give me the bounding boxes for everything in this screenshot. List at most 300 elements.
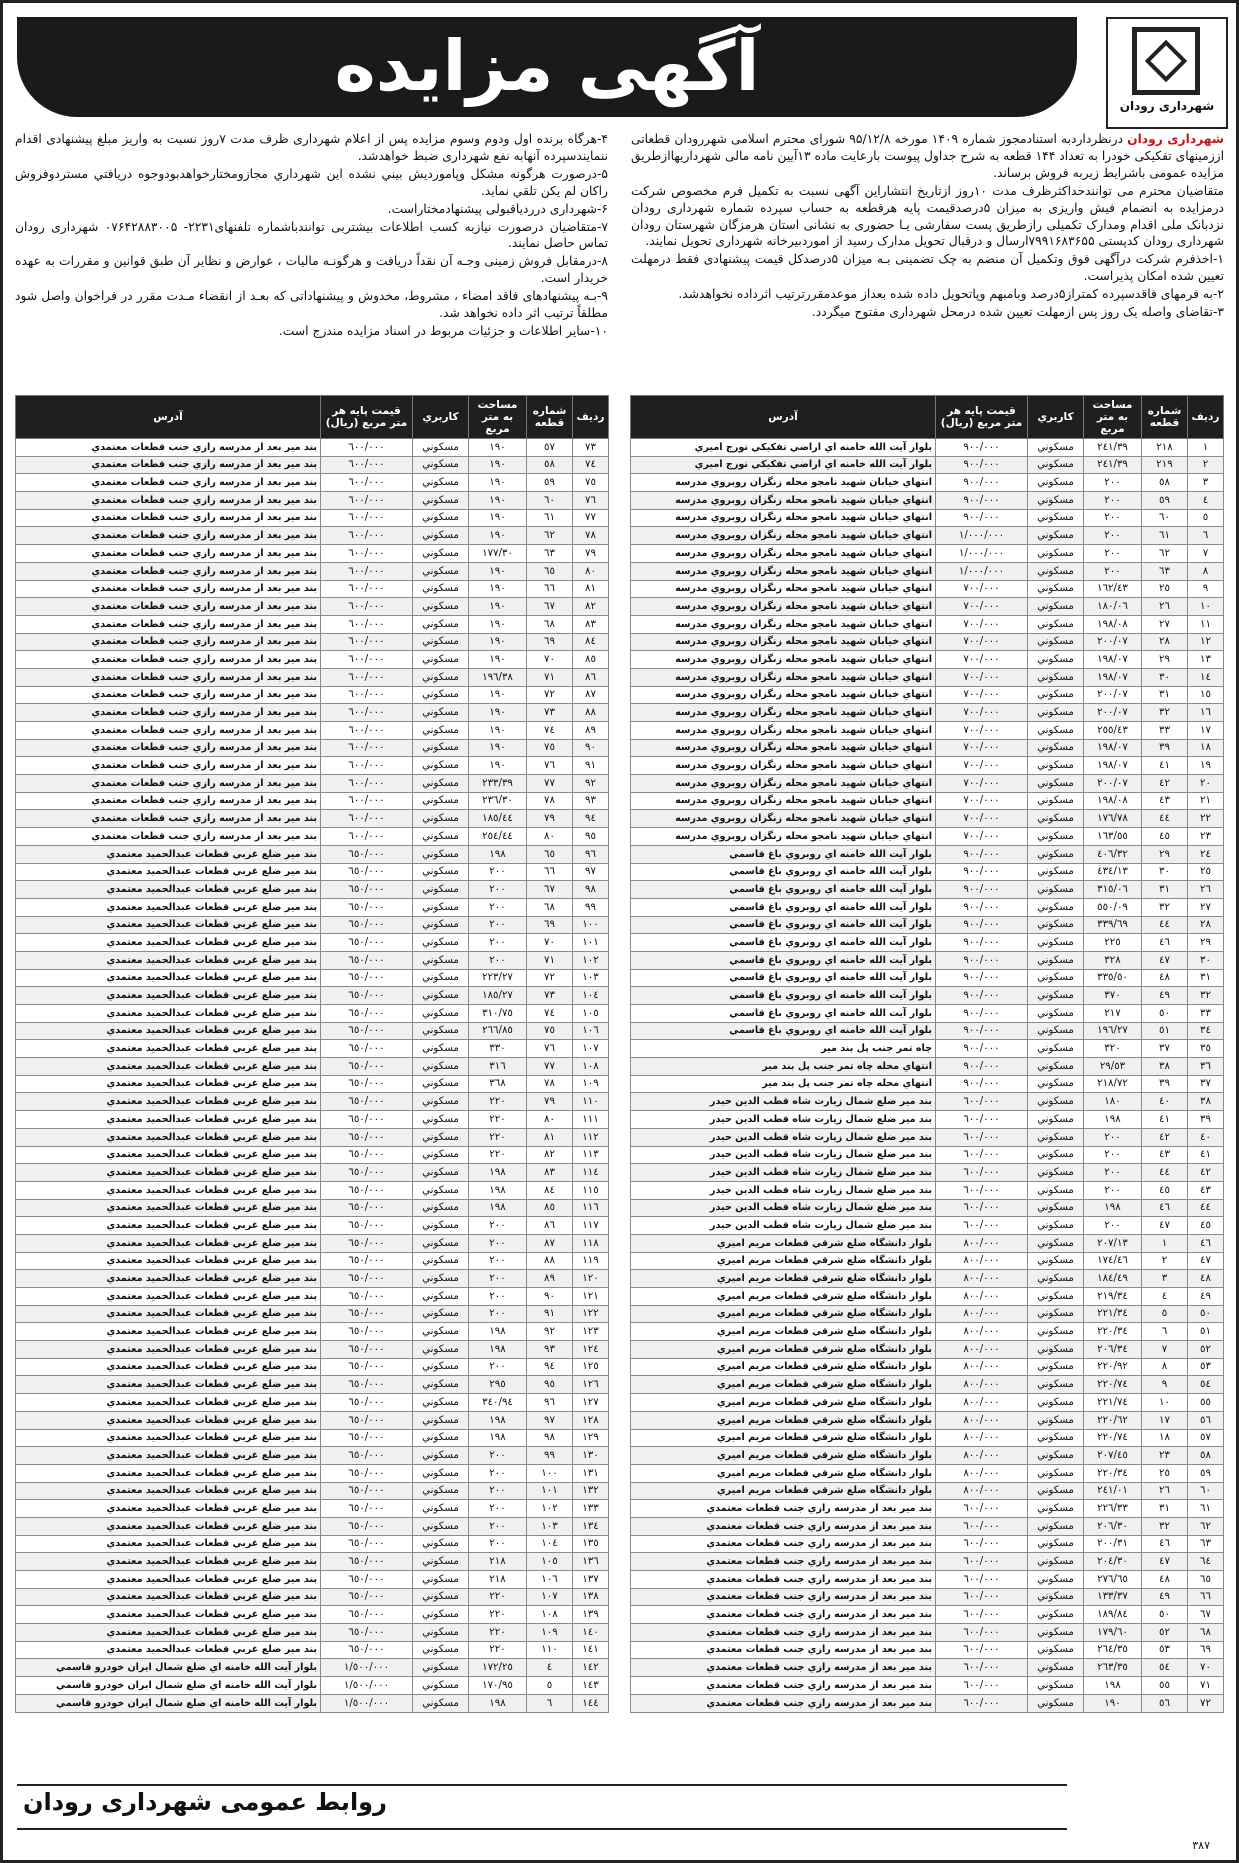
row-cell: ٧٧ [573, 509, 609, 527]
col-address: آدرس [631, 396, 936, 439]
row-cell: ١٢٨ [573, 1411, 609, 1429]
price-cell: ٩٠٠/٠٠٠ [936, 456, 1028, 474]
address-cell: بلوار آيت الله خامنه اي روبروي باغ قاسمي [631, 987, 936, 1005]
area-cell: ٢٠٠ [469, 1270, 527, 1288]
address-cell: بند مير بعد از مدرسه رازي جنب قطعات معتمدي [631, 1606, 936, 1624]
price-cell: ٦٠٠/٠٠٠ [321, 562, 413, 580]
price-cell: ٨٠٠/٠٠٠ [936, 1252, 1028, 1270]
conditions-applicants: متقاضیان محترم می توانندحداکثرظرف مدت ۱۰روز ازتاریخ انتشاراین آگهی نسبت به تکمیل فرم مخصوص شرکت درمزایده به انضمام فیش واریزی به میزان ۵درصدقیمت پایه هرقطعه به حساب سپرده شماره شهرداری رودان نزدبانک ملی اقدام ومدارک تکمیلی رازطریق پست سفارشی یـا حضوری به نشانی استان هرمزگان شهرستان رودان شهرداری رودان کدپستی ۷۹۹۱۶۸۳۶۵۵ارسال و درقبال تحویل مدارک رسید از اموردبیرخانه شهرداری تحویل نمایند. [631, 183, 1224, 249]
price-cell: ٦٠٠/٠٠٠ [936, 1164, 1028, 1182]
row-cell: ٨٣ [573, 615, 609, 633]
use-cell: مسكوني [413, 1199, 469, 1217]
table-row [631, 1571, 1224, 1589]
price-cell: ٦٥٠/٠٠٠ [321, 1181, 413, 1199]
address-cell: بند مير بعد از مدرسه رازي جنب قطعات معتمدي [16, 757, 321, 775]
plot-cell: ٥٧ [527, 439, 573, 457]
row-cell: ٣١ [1188, 969, 1224, 987]
price-cell: ٩٠٠/٠٠٠ [936, 1022, 1028, 1040]
plot-cell: ١٠٨ [527, 1606, 573, 1624]
plot-cell: ٩٤ [527, 1358, 573, 1376]
use-cell: مسكوني [1028, 1429, 1084, 1447]
price-cell: ٩٠٠/٠٠٠ [936, 1040, 1028, 1058]
price-cell: ٨٠٠/٠٠٠ [936, 1234, 1028, 1252]
address-cell: بند مير ضلع غربي قطعات عبدالحميد معتمدي [16, 969, 321, 987]
area-cell: ١٩٦/٢٧ [1084, 1022, 1142, 1040]
plot-cell: ٧٢ [527, 686, 573, 704]
price-cell: ٧٠٠/٠٠٠ [936, 580, 1028, 598]
address-cell: بند مير بعد از مدرسه رازي جنب قطعات معتمدي [16, 722, 321, 740]
plot-cell: ٣١ [1142, 1500, 1188, 1518]
address-cell: بند مير بعد از مدرسه رازي جنب قطعات معتمدي [16, 615, 321, 633]
address-cell: انتهاي خيابان شهيد نامجو محله زنگزان روبروي مدرسه [631, 509, 936, 527]
table-row [16, 1217, 609, 1235]
row-cell: ٧٤ [573, 456, 609, 474]
area-cell: ٢٠٠/٠٧ [1084, 633, 1142, 651]
use-cell: مسكوني [1028, 1164, 1084, 1182]
area-cell: ١٩٨ [469, 845, 527, 863]
row-cell: ١٤٤ [573, 1694, 609, 1712]
price-cell: ٦٠٠/٠٠٠ [321, 792, 413, 810]
use-cell: مسكوني [1028, 828, 1084, 846]
address-cell: بلوار آيت الله خامنه اي ضلع شمال ايران خودرو قاسمي [16, 1677, 321, 1695]
area-cell: ١٩٠ [469, 686, 527, 704]
row-cell: ٥٦ [1188, 1411, 1224, 1429]
use-cell: مسكوني [413, 615, 469, 633]
row-cell: ١٠ [1188, 598, 1224, 616]
plot-cell: ٥٠ [1142, 1606, 1188, 1624]
use-cell: مسكوني [413, 1093, 469, 1111]
plot-cell: ٧٣ [527, 704, 573, 722]
price-cell: ٧٠٠/٠٠٠ [936, 615, 1028, 633]
table-row [631, 1411, 1224, 1429]
use-cell: مسكوني [413, 686, 469, 704]
use-cell: مسكوني [413, 1358, 469, 1376]
plot-cell: ٣٠ [1142, 668, 1188, 686]
table-row [631, 951, 1224, 969]
address-cell: بند مير ضلع غربي قطعات عبدالحميد معتمدي [16, 1535, 321, 1553]
table-row [631, 1058, 1224, 1076]
area-cell: ٢٠٠ [1084, 492, 1142, 510]
use-cell: مسكوني [1028, 845, 1084, 863]
price-cell: ٦٠٠/٠٠٠ [936, 1217, 1028, 1235]
price-cell: ٨٠٠/٠٠٠ [936, 1447, 1028, 1465]
plot-cell: ٤٩ [1142, 987, 1188, 1005]
address-cell: بلوار آيت الله خامنه اي روبروي باغ قاسمي [631, 1022, 936, 1040]
area-cell: ١٩٠ [469, 739, 527, 757]
plot-cell: ٥ [1142, 1305, 1188, 1323]
price-cell: ٦٠٠/٠٠٠ [321, 810, 413, 828]
price-cell: ٦٥٠/٠٠٠ [321, 845, 413, 863]
use-cell: مسكوني [1028, 1677, 1084, 1695]
header [17, 17, 1228, 125]
use-cell: مسكوني [1028, 1093, 1084, 1111]
price-cell: ٦٠٠/٠٠٠ [321, 615, 413, 633]
area-cell: ٣١٥/٠٦ [1084, 881, 1142, 899]
address-cell: بند مير بعد از مدرسه رازي جنب قطعات معتمدي [631, 1694, 936, 1712]
table-row [16, 1022, 609, 1040]
area-cell: ٣٣٩/٦٩ [1084, 916, 1142, 934]
address-cell: بند مير ضلع غربي قطعات عبدالحميد معتمدي [16, 845, 321, 863]
price-cell: ٦٥٠/٠٠٠ [321, 863, 413, 881]
price-cell: ٦٥٠/٠٠٠ [321, 1128, 413, 1146]
use-cell: مسكوني [413, 792, 469, 810]
address-cell: بند مير بعد از مدرسه رازي جنب قطعات معتمدي [631, 1659, 936, 1677]
area-cell: ٢٠٠ [469, 1358, 527, 1376]
use-cell: مسكوني [1028, 1606, 1084, 1624]
plot-cell: ٢١٨ [1142, 439, 1188, 457]
use-cell: مسكوني [1028, 545, 1084, 563]
address-cell: بند مير ضلع غربي قطعات عبدالحميد معتمدي [16, 1252, 321, 1270]
table-row [631, 969, 1224, 987]
area-cell: ٢٠٠ [469, 1517, 527, 1535]
price-cell: ٩٠٠/٠٠٠ [936, 439, 1028, 457]
col-address: آدرس [16, 396, 321, 439]
plot-cell: ٣٩ [1142, 1075, 1188, 1093]
use-cell: مسكوني [413, 651, 469, 669]
area-cell: ١٨٠/٠٦ [1084, 598, 1142, 616]
table-row [16, 1323, 609, 1341]
address-cell: بلوار دانشگاه ضلع شرقي قطعات مريم اميري [631, 1234, 936, 1252]
table-row [16, 722, 609, 740]
price-cell: ٧٠٠/٠٠٠ [936, 757, 1028, 775]
address-cell: بلوار دانشگاه ضلع شرقي قطعات مريم اميري [631, 1394, 936, 1412]
address-cell: بند مير بعد از مدرسه رازي جنب قطعات معتمدي [16, 704, 321, 722]
table-row [631, 562, 1224, 580]
use-cell: مسكوني [413, 1181, 469, 1199]
use-cell: مسكوني [1028, 1288, 1084, 1306]
use-cell: مسكوني [413, 562, 469, 580]
area-cell: ٣٤٠/٩٤ [469, 1394, 527, 1412]
use-cell: مسكوني [1028, 739, 1084, 757]
address-cell: بند مير بعد از مدرسه رازي جنب قطعات معتمدي [631, 1535, 936, 1553]
address-cell: بلوار آيت الله خامنه اي روبروي باغ قاسمي [631, 845, 936, 863]
price-cell: ٦٥٠/٠٠٠ [321, 1517, 413, 1535]
row-cell: ٤ [1188, 492, 1224, 510]
table-row [16, 1694, 609, 1712]
row-cell: ٩٦ [573, 845, 609, 863]
price-cell: ٦٠٠/٠٠٠ [936, 1181, 1028, 1199]
area-cell: ١٩٨/٠٧ [1084, 651, 1142, 669]
area-cell: ٢٣٣/٣٩ [469, 775, 527, 793]
table-row [16, 704, 609, 722]
use-cell: مسكوني [1028, 1128, 1084, 1146]
plot-cell: ٧٧ [527, 1058, 573, 1076]
use-cell: مسكوني [1028, 722, 1084, 740]
use-cell: مسكوني [413, 509, 469, 527]
price-cell: ٦٠٠/٠٠٠ [321, 633, 413, 651]
plot-cell: ٥٩ [527, 474, 573, 492]
price-cell: ٦٥٠/٠٠٠ [321, 969, 413, 987]
use-cell: مسكوني [1028, 934, 1084, 952]
table-header-row [631, 396, 1224, 439]
plot-cell: ٤٢ [1142, 1128, 1188, 1146]
price-cell: ١/٥٠٠/٠٠٠ [321, 1677, 413, 1695]
area-cell: ٢٠٠/٠٧ [1084, 704, 1142, 722]
use-cell: مسكوني [413, 1571, 469, 1589]
address-cell: بند مير ضلع غربي قطعات عبدالحميد معتمدي [16, 1199, 321, 1217]
area-cell: ١٩٠ [469, 722, 527, 740]
table-row [631, 1288, 1224, 1306]
use-cell: مسكوني [413, 898, 469, 916]
use-cell: مسكوني [413, 1075, 469, 1093]
use-cell: مسكوني [413, 1341, 469, 1359]
price-cell: ٦٠٠/٠٠٠ [321, 651, 413, 669]
row-cell: ١١٢ [573, 1128, 609, 1146]
table-row [16, 562, 609, 580]
area-cell: ٣٢٨ [1084, 951, 1142, 969]
plot-cell: ٣٩ [1142, 739, 1188, 757]
table-row [631, 916, 1224, 934]
price-cell: ٦٠٠/٠٠٠ [321, 686, 413, 704]
address-cell: بند مير ضلع غربي قطعات عبدالحميد معتمدي [16, 1234, 321, 1252]
price-cell: ٦٥٠/٠٠٠ [321, 1341, 413, 1359]
address-cell: بند مير ضلع غربي قطعات عبدالحميد معتمدي [16, 987, 321, 1005]
plot-cell: ١٧ [1142, 1411, 1188, 1429]
table-row [16, 1624, 609, 1642]
row-cell: ٥٩ [1188, 1464, 1224, 1482]
table-row [631, 739, 1224, 757]
price-cell: ٩٠٠/٠٠٠ [936, 881, 1028, 899]
row-cell: ٤٤ [1188, 1199, 1224, 1217]
area-cell: ٢٤١/٣٩ [1084, 456, 1142, 474]
plot-cell: ١ [1142, 1234, 1188, 1252]
area-cell: ١٦٢/٤٣ [1084, 580, 1142, 598]
plot-cell: ٩ [1142, 1376, 1188, 1394]
area-cell: ١٩٨/٠٧ [1084, 668, 1142, 686]
area-cell: ٢٢٠/٩٢ [1084, 1358, 1142, 1376]
plot-cell: ١٠٦ [527, 1571, 573, 1589]
plot-cell: ٣١ [1142, 686, 1188, 704]
table-row [631, 545, 1224, 563]
plot-cell: ٤٦ [1142, 1535, 1188, 1553]
plot-cell: ٧٨ [527, 792, 573, 810]
plot-cell: ٧١ [527, 668, 573, 686]
row-cell: ١٣٩ [573, 1606, 609, 1624]
plot-cell: ٧٦ [527, 1040, 573, 1058]
price-cell: ٦٥٠/٠٠٠ [321, 1040, 413, 1058]
table-row [631, 1447, 1224, 1465]
table-row [631, 1199, 1224, 1217]
table-row [631, 456, 1224, 474]
area-cell: ٢٠٦/٣٠ [1084, 1517, 1142, 1535]
plot-cell: ٧٠ [527, 934, 573, 952]
plot-cell: ٥ [527, 1677, 573, 1695]
table-row [631, 1305, 1224, 1323]
address-cell: انتهاي خيابان شهيد نامجو محله زنگزان روبروي مدرسه [631, 722, 936, 740]
row-cell: ٣٣ [1188, 1005, 1224, 1023]
table-row [631, 615, 1224, 633]
table-row [631, 1358, 1224, 1376]
plot-cell: ٢٩ [1142, 845, 1188, 863]
address-cell: انتهاي خيابان شهيد نامجو محله زنگزان روبروي مدرسه [631, 615, 936, 633]
table-header-row [16, 396, 609, 439]
price-cell: ٦٥٠/٠٠٠ [321, 1146, 413, 1164]
plot-cell: ٥١ [1142, 1022, 1188, 1040]
plot-cell: ٩٥ [527, 1376, 573, 1394]
price-cell: ٦٠٠/٠٠٠ [936, 1093, 1028, 1111]
use-cell: مسكوني [1028, 1482, 1084, 1500]
price-cell: ٨٠٠/٠٠٠ [936, 1358, 1028, 1376]
use-cell: مسكوني [1028, 474, 1084, 492]
row-cell: ٣٢ [1188, 987, 1224, 1005]
table-row [631, 1005, 1224, 1023]
area-cell: ٢٠٠ [469, 1234, 527, 1252]
area-cell: ١٧٧/٣٠ [469, 545, 527, 563]
row-cell: ٦٣ [1188, 1535, 1224, 1553]
price-cell: ٦٥٠/٠٠٠ [321, 1270, 413, 1288]
table-row [16, 1093, 609, 1111]
price-cell: ٦٥٠/٠٠٠ [321, 1411, 413, 1429]
area-cell: ٢٢٠ [469, 1624, 527, 1642]
area-cell: ٣١٠/٧٥ [469, 1005, 527, 1023]
row-cell: ٩٣ [573, 792, 609, 810]
area-cell: ١٩٨ [1084, 1677, 1142, 1695]
area-cell: ١٩٨/٠٨ [1084, 615, 1142, 633]
row-cell: ٢٥ [1188, 863, 1224, 881]
use-cell: مسكوني [413, 545, 469, 563]
address-cell: بلوار آيت الله خامنه اي اراضي تفكيكي تورج اميري [631, 456, 936, 474]
address-cell: انتهاي خيابان شهيد نامجو محله زنگزان روبروي مدرسه [631, 686, 936, 704]
price-cell: ٦٥٠/٠٠٠ [321, 1553, 413, 1571]
row-cell: ١٦ [1188, 704, 1224, 722]
use-cell: مسكوني [413, 810, 469, 828]
use-cell: مسكوني [413, 1005, 469, 1023]
area-cell: ١٧٢/٢٥ [469, 1659, 527, 1677]
use-cell: مسكوني [413, 1234, 469, 1252]
row-cell: ٢٠ [1188, 775, 1224, 793]
area-cell: ٢٧٦/٦٥ [1084, 1571, 1142, 1589]
price-cell: ٧٠٠/٠٠٠ [936, 739, 1028, 757]
use-cell: مسكوني [1028, 1394, 1084, 1412]
brand-name: شهرداری رودان [1127, 132, 1224, 146]
use-cell: مسكوني [413, 1128, 469, 1146]
use-cell: مسكوني [1028, 1181, 1084, 1199]
row-cell: ٧٩ [573, 545, 609, 563]
plot-cell: ٩٢ [527, 1323, 573, 1341]
address-cell: بلوار آيت الله خامنه اي ضلع شمال ايران خودرو قاسمي [16, 1694, 321, 1712]
row-cell: ٩٤ [573, 810, 609, 828]
col-price: قيمت پايه هر متر مربع (ريال) [936, 396, 1028, 439]
address-cell: بند مير ضلع غربي قطعات عبدالحميد معتمدي [16, 1606, 321, 1624]
row-cell: ١٠٢ [573, 951, 609, 969]
use-cell: مسكوني [1028, 1659, 1084, 1677]
address-cell: بند مير بعد از مدرسه رازي جنب قطعات معتمدي [16, 492, 321, 510]
address-cell: بند مير ضلع غربي قطعات عبدالحميد معتمدي [16, 1111, 321, 1129]
use-cell: مسكوني [1028, 1199, 1084, 1217]
address-cell: بند مير بعد از مدرسه رازي جنب قطعات معتمدي [16, 474, 321, 492]
row-cell: ١١٩ [573, 1252, 609, 1270]
area-cell: ١٨٠ [1084, 1093, 1142, 1111]
row-cell: ١٢٠ [573, 1270, 609, 1288]
use-cell: مسكوني [413, 1111, 469, 1129]
area-cell: ٣٦٨ [469, 1075, 527, 1093]
area-cell: ٢٠٠ [1084, 1128, 1142, 1146]
row-cell: ١٩ [1188, 757, 1224, 775]
address-cell: بلوار دانشگاه ضلع شرقي قطعات مريم اميري [631, 1376, 936, 1394]
use-cell: مسكوني [413, 1464, 469, 1482]
address-cell: بند مير بعد از مدرسه رازي جنب قطعات معتمدي [16, 792, 321, 810]
table-row [631, 651, 1224, 669]
table-row [631, 1234, 1224, 1252]
price-cell: ٦٥٠/٠٠٠ [321, 1217, 413, 1235]
plot-cell: ٦٢ [527, 527, 573, 545]
plot-cell: ٨٧ [527, 1234, 573, 1252]
row-cell: ٤٦ [1188, 1234, 1224, 1252]
table-row [16, 1146, 609, 1164]
address-cell: چاه تمر جنب پل بند مير [631, 1040, 936, 1058]
row-cell: ٥٠ [1188, 1305, 1224, 1323]
use-cell: مسكوني [413, 1500, 469, 1518]
area-cell: ٢٠٠ [469, 951, 527, 969]
table-row [16, 1677, 609, 1695]
row-cell: ٨١ [573, 580, 609, 598]
table-row [631, 668, 1224, 686]
area-cell: ١٩٠ [469, 562, 527, 580]
row-cell: ٦ [1188, 527, 1224, 545]
area-cell: ٢١٨ [469, 1553, 527, 1571]
row-cell: ٤٢ [1188, 1164, 1224, 1182]
row-cell: ٨٥ [573, 651, 609, 669]
use-cell: مسكوني [413, 474, 469, 492]
table-row [16, 615, 609, 633]
use-cell: مسكوني [413, 1058, 469, 1076]
plot-cell: ٢٣ [1142, 1447, 1188, 1465]
row-cell: ١٣٢ [573, 1482, 609, 1500]
table-row [16, 1571, 609, 1589]
address-cell: بند مير بعد از مدرسه رازي جنب قطعات معتمدي [631, 1641, 936, 1659]
row-cell: ٦٩ [1188, 1641, 1224, 1659]
use-cell: مسكوني [1028, 1411, 1084, 1429]
use-cell: مسكوني [413, 1535, 469, 1553]
plot-cell: ٨٤ [527, 1181, 573, 1199]
row-cell: ٩٠ [573, 739, 609, 757]
area-cell: ٢٠٧/١٣ [1084, 1234, 1142, 1252]
area-cell: ٢٠٠ [469, 1500, 527, 1518]
conditions-right [631, 131, 1224, 389]
table-row [16, 881, 609, 899]
plot-cell: ٧٠ [527, 651, 573, 669]
area-cell: ١٩٨ [469, 1694, 527, 1712]
row-cell: ١٢١ [573, 1288, 609, 1306]
row-cell: ٣٥ [1188, 1040, 1224, 1058]
address-cell: انتهاي خيابان شهيد نامجو محله زنگزان روبروي مدرسه [631, 775, 936, 793]
table-row [16, 1659, 609, 1677]
area-cell: ١٩٨/٠٨ [1084, 792, 1142, 810]
address-cell: انتهاي خيابان شهيد نامجو محله زنگزان روبروي مدرسه [631, 633, 936, 651]
area-cell: ٢٠٠ [1084, 1146, 1142, 1164]
area-cell: ٢٢٠ [469, 1588, 527, 1606]
logo-caption: شهرداری رودان [1119, 99, 1215, 113]
price-cell: ٨٠٠/٠٠٠ [936, 1270, 1028, 1288]
price-cell: ٩٠٠/٠٠٠ [936, 969, 1028, 987]
use-cell: مسكوني [1028, 757, 1084, 775]
price-cell: ٦٥٠/٠٠٠ [321, 1323, 413, 1341]
table-row [16, 1058, 609, 1076]
plot-cell: ٤٦ [1142, 934, 1188, 952]
row-cell: ٧٠ [1188, 1659, 1224, 1677]
area-cell: ٢٢٠ [469, 1128, 527, 1146]
plot-cell: ٥٠ [1142, 1005, 1188, 1023]
plot-cell: ٤٧ [1142, 951, 1188, 969]
use-cell: مسكوني [413, 1517, 469, 1535]
table-row [631, 863, 1224, 881]
area-cell: ٤٠٦/٣٢ [1084, 845, 1142, 863]
area-cell: ٢٥٤/٤٤ [469, 828, 527, 846]
plot-cell: ٦٩ [527, 633, 573, 651]
table-row [631, 704, 1224, 722]
area-cell: ١٩٨ [1084, 1111, 1142, 1129]
area-cell: ١٩٠ [469, 757, 527, 775]
